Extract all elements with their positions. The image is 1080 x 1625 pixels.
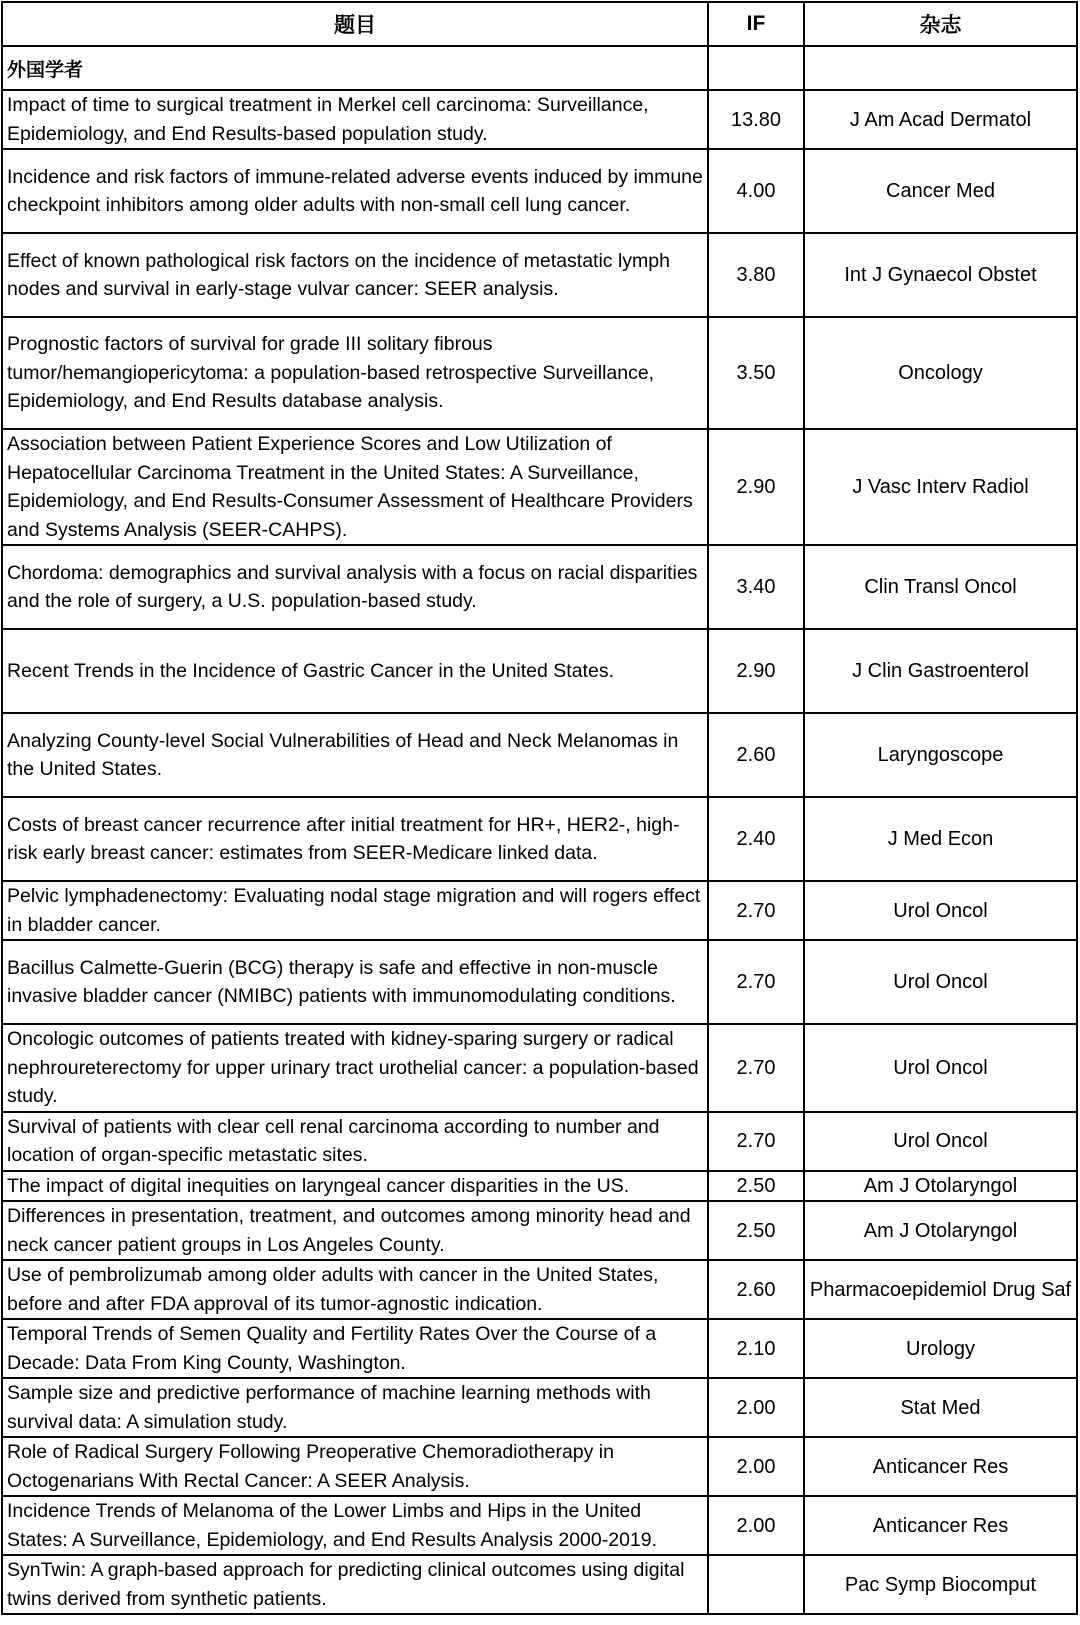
row-title: Prognostic factors of survival for grade III solitary fibrous tumor/hemangiopericytoma: a population-based retrospective Surveillance, Epidemiology, and End Results database analysis. (2, 317, 708, 429)
row-journal: Anticancer Res (804, 1496, 1077, 1555)
row-journal: Pac Symp Biocomput (804, 1555, 1077, 1614)
section-label: 外国学者 (2, 46, 708, 90)
row-journal: Stat Med (804, 1378, 1077, 1437)
table-row (2, 1201, 1077, 1260)
row-title: The impact of digital inequities on laryngeal cancer disparities in the US. (2, 1171, 708, 1202)
row-if: 2.00 (708, 1496, 804, 1555)
row-if: 2.60 (708, 713, 804, 797)
row-journal: Oncology (804, 317, 1077, 429)
row-journal: J Vasc Interv Radiol (804, 429, 1077, 545)
row-title: Effect of known pathological risk factors on the incidence of metastatic lymph nodes and survival in early-stage vulvar cancer: SEER analysis. (2, 233, 708, 317)
row-title: Oncologic outcomes of patients treated with kidney-sparing surgery or radical nephroureterectomy for upper urinary tract urothelial cancer: a population-based study. (2, 1024, 708, 1112)
row-title: Costs of breast cancer recurrence after initial treatment for HR+, HER2-, high-risk early breast cancer: estimates from SEER-Medicare linked data. (2, 797, 708, 881)
row-title: Impact of time to surgical treatment in Merkel cell carcinoma: Surveillance, Epidemiology, and End Results-based population study. (2, 90, 708, 149)
row-title: Bacillus Calmette-Guerin (BCG) therapy is safe and effective in non-muscle invasive bladder cancer (NMIBC) patients with immunomodulating conditions. (2, 940, 708, 1024)
table-row (2, 1112, 1077, 1171)
section-if-empty (708, 46, 804, 90)
row-journal: Urol Oncol (804, 881, 1077, 940)
row-journal: Laryngoscope (804, 713, 1077, 797)
table-row (2, 429, 1077, 545)
row-if: 2.60 (708, 1260, 804, 1319)
row-journal: Clin Transl Oncol (804, 545, 1077, 629)
table-row (2, 940, 1077, 1024)
row-if: 3.50 (708, 317, 804, 429)
row-journal: Cancer Med (804, 149, 1077, 233)
header-title: 题目 (2, 2, 708, 46)
row-title: Chordoma: demographics and survival analysis with a focus on racial disparities and the role of surgery, a U.S. population-based study. (2, 545, 708, 629)
row-journal: J Am Acad Dermatol (804, 90, 1077, 149)
row-if: 2.90 (708, 629, 804, 713)
row-if: 2.70 (708, 940, 804, 1024)
table-row (2, 90, 1077, 149)
row-if: 2.70 (708, 881, 804, 940)
header-if: IF (708, 2, 804, 46)
row-if: 2.70 (708, 1112, 804, 1171)
table-row (2, 713, 1077, 797)
row-if: 4.00 (708, 149, 804, 233)
row-journal: Am J Otolaryngol (804, 1171, 1077, 1202)
table-row (2, 881, 1077, 940)
header-row (2, 2, 1077, 46)
row-title: Pelvic lymphadenectomy: Evaluating nodal stage migration and will rogers effect in bladder cancer. (2, 881, 708, 940)
row-if: 2.00 (708, 1437, 804, 1496)
row-if: 3.40 (708, 545, 804, 629)
row-if: 2.70 (708, 1024, 804, 1112)
publications-table (1, 1, 1078, 1615)
row-title: Sample size and predictive performance of machine learning methods with survival data: A simulation study. (2, 1378, 708, 1437)
table-row (2, 545, 1077, 629)
table-row (2, 1496, 1077, 1555)
table-row (2, 1024, 1077, 1112)
row-if: 2.40 (708, 797, 804, 881)
row-title: Analyzing County-level Social Vulnerabilities of Head and Neck Melanomas in the United States. (2, 713, 708, 797)
row-journal: J Clin Gastroenterol (804, 629, 1077, 713)
row-journal: J Med Econ (804, 797, 1077, 881)
table-row (2, 629, 1077, 713)
row-title: Differences in presentation, treatment, and outcomes among minority head and neck cancer patient groups in Los Angeles County. (2, 1201, 708, 1260)
row-if: 13.80 (708, 90, 804, 149)
table-row (2, 1319, 1077, 1378)
row-if: 2.00 (708, 1378, 804, 1437)
row-if: 2.10 (708, 1319, 804, 1378)
row-if (708, 1555, 804, 1614)
table-row (2, 797, 1077, 881)
row-title: Survival of patients with clear cell renal carcinoma according to number and location of organ-specific metastatic sites. (2, 1112, 708, 1171)
table-row (2, 233, 1077, 317)
row-if: 2.50 (708, 1201, 804, 1260)
row-journal: Pharmacoepidemiol Drug Saf (804, 1260, 1077, 1319)
table-row (2, 1171, 1077, 1202)
row-title: Role of Radical Surgery Following Preoperative Chemoradiotherapy in Octogenarians With Rectal Cancer: A SEER Analysis. (2, 1437, 708, 1496)
table-row (2, 1260, 1077, 1319)
row-journal: Urol Oncol (804, 1112, 1077, 1171)
table-row (2, 1378, 1077, 1437)
row-title: Incidence and risk factors of immune-related adverse events induced by immune checkpoint inhibitors among older adults with non-small cell lung cancer. (2, 149, 708, 233)
table-row (2, 1437, 1077, 1496)
row-journal: Int J Gynaecol Obstet (804, 233, 1077, 317)
row-title: Temporal Trends of Semen Quality and Fertility Rates Over the Course of a Decade: Data From King County, Washington. (2, 1319, 708, 1378)
row-title: Recent Trends in the Incidence of Gastric Cancer in the United States. (2, 629, 708, 713)
row-journal: Urology (804, 1319, 1077, 1378)
row-journal: Anticancer Res (804, 1437, 1077, 1496)
row-journal: Urol Oncol (804, 940, 1077, 1024)
row-journal: Urol Oncol (804, 1024, 1077, 1112)
section-journal-empty (804, 46, 1077, 90)
row-if: 2.50 (708, 1171, 804, 1202)
table-row (2, 149, 1077, 233)
row-title: SynTwin: A graph-based approach for predicting clinical outcomes using digital twins derived from synthetic patients. (2, 1555, 708, 1614)
row-if: 3.80 (708, 233, 804, 317)
row-title: Association between Patient Experience Scores and Low Utilization of Hepatocellular Carcinoma Treatment in the United States: A Surveillance, Epidemiology, and End Results-Consumer Assessment of Healthcare Providers and Systems Analysis (SEER-CAHPS). (2, 429, 708, 545)
table-row (2, 1555, 1077, 1614)
header-journal: 杂志 (804, 2, 1077, 46)
row-if: 2.90 (708, 429, 804, 545)
section-row (2, 46, 1077, 90)
table-row (2, 317, 1077, 429)
row-title: Use of pembrolizumab among older adults with cancer in the United States, before and after FDA approval of its tumor-agnostic indication. (2, 1260, 708, 1319)
row-title: Incidence Trends of Melanoma of the Lower Limbs and Hips in the United States: A Surveillance, Epidemiology, and End Results Analysis 2000-2019. (2, 1496, 708, 1555)
row-journal: Am J Otolaryngol (804, 1201, 1077, 1260)
